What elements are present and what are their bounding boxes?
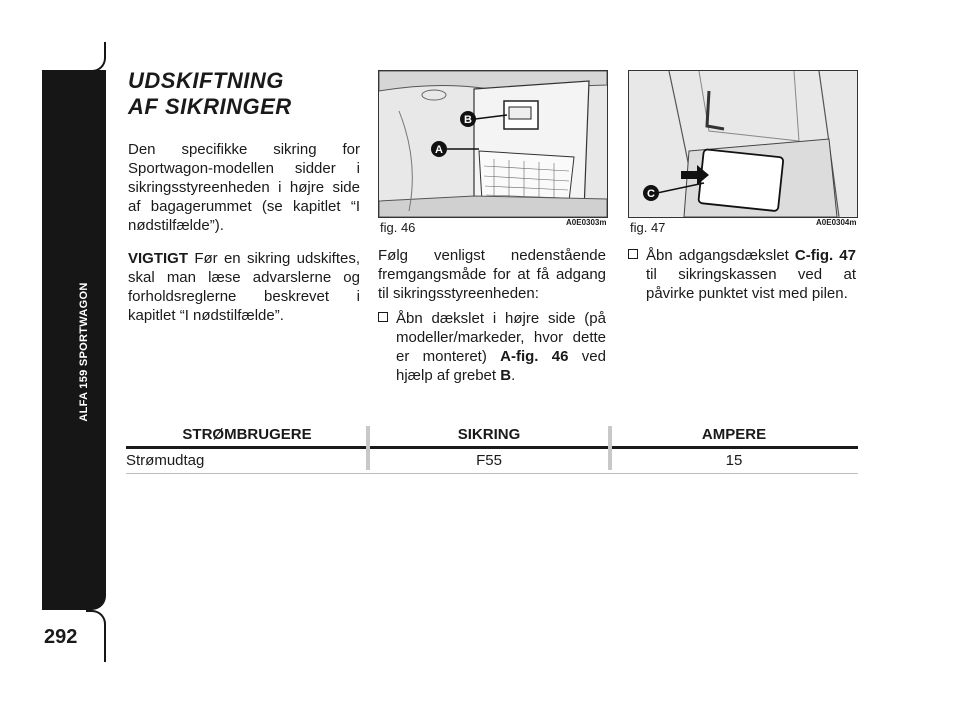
- header-fuse: SIKRING: [368, 424, 610, 446]
- step-2: Åbn adgangsdækslet C-fig. 47 til sikringskassen ved at påvirke punktet vist med pilen.: [628, 246, 856, 303]
- fig-46-reference: A-fig. 46: [500, 348, 569, 365]
- sidebar: [42, 70, 106, 610]
- checkbox-bullet-icon: [628, 249, 638, 259]
- intro-paragraph: Den specifikke sikring for Sportwagon-modellen sidder i sikringsstyreenheden i højre side af bagagerummet (se kapitlet “I nødstilfælde”).: [128, 141, 360, 234]
- table-row: [126, 449, 858, 474]
- cell-ampere: 15: [725, 452, 743, 469]
- intro-column: [128, 140, 360, 339]
- step-1: Åbn dækslet i højre side (på modeller/markeder, hvor dette er monteret) A-fig. 46 ved hjælp af grebet B.: [378, 309, 606, 385]
- checkbox-bullet-icon: [378, 312, 388, 322]
- fuse-table: [126, 424, 858, 474]
- figure-46-caption: fig. 46: [380, 220, 416, 235]
- table-header: [126, 424, 858, 449]
- figure-47-image: [628, 70, 858, 218]
- callout-a-label: A: [435, 144, 443, 156]
- header-consumers: STRØMBRUGERE: [126, 424, 368, 446]
- figure-46-code: A0E0303m: [566, 218, 607, 227]
- fuse-box-cover-illustration: [629, 71, 857, 217]
- sidebar-label: ALFA 159 SPORTWAGON: [78, 282, 90, 422]
- sidebar-bottom-curve: [86, 610, 106, 662]
- section-title: [128, 68, 292, 120]
- cell-fuse: F55: [476, 452, 502, 469]
- figure-47-caption: fig. 47: [630, 220, 666, 235]
- procedure-intro: Følg venligst nedenstående fremgangsmåde for at få adgang til sikringsstyreenheden:: [378, 247, 606, 302]
- warning-text: Før en sikring udskiftes, skal man læse advarslerne og forholdsreglerne beskrevet i kapitlet “I nødstilfælde”.: [128, 250, 360, 324]
- grip-reference: B: [500, 367, 512, 384]
- header-ampere: AMPERE: [701, 426, 767, 443]
- warning-paragraph: [128, 249, 360, 325]
- procedure-column: [378, 246, 606, 385]
- cell-consumer: Strømudtag: [126, 452, 205, 469]
- title-line-1: UDSKIFTNING: [128, 68, 284, 93]
- callout-c-label: C: [647, 188, 655, 200]
- sidebar-top-notch: [86, 42, 106, 72]
- trunk-side-panel-illustration: [379, 71, 607, 217]
- title-line-2: AF SIKRINGER: [128, 94, 292, 119]
- figure-46-image: [378, 70, 608, 218]
- procedure-column-2: [628, 246, 856, 303]
- page-number: 292: [44, 626, 78, 648]
- figure-47-code: A0E0304m: [816, 218, 857, 227]
- fig-47-reference: C-fig. 47: [794, 247, 856, 264]
- warning-label: VIGTIGT: [128, 250, 188, 267]
- callout-b-label: B: [464, 114, 472, 126]
